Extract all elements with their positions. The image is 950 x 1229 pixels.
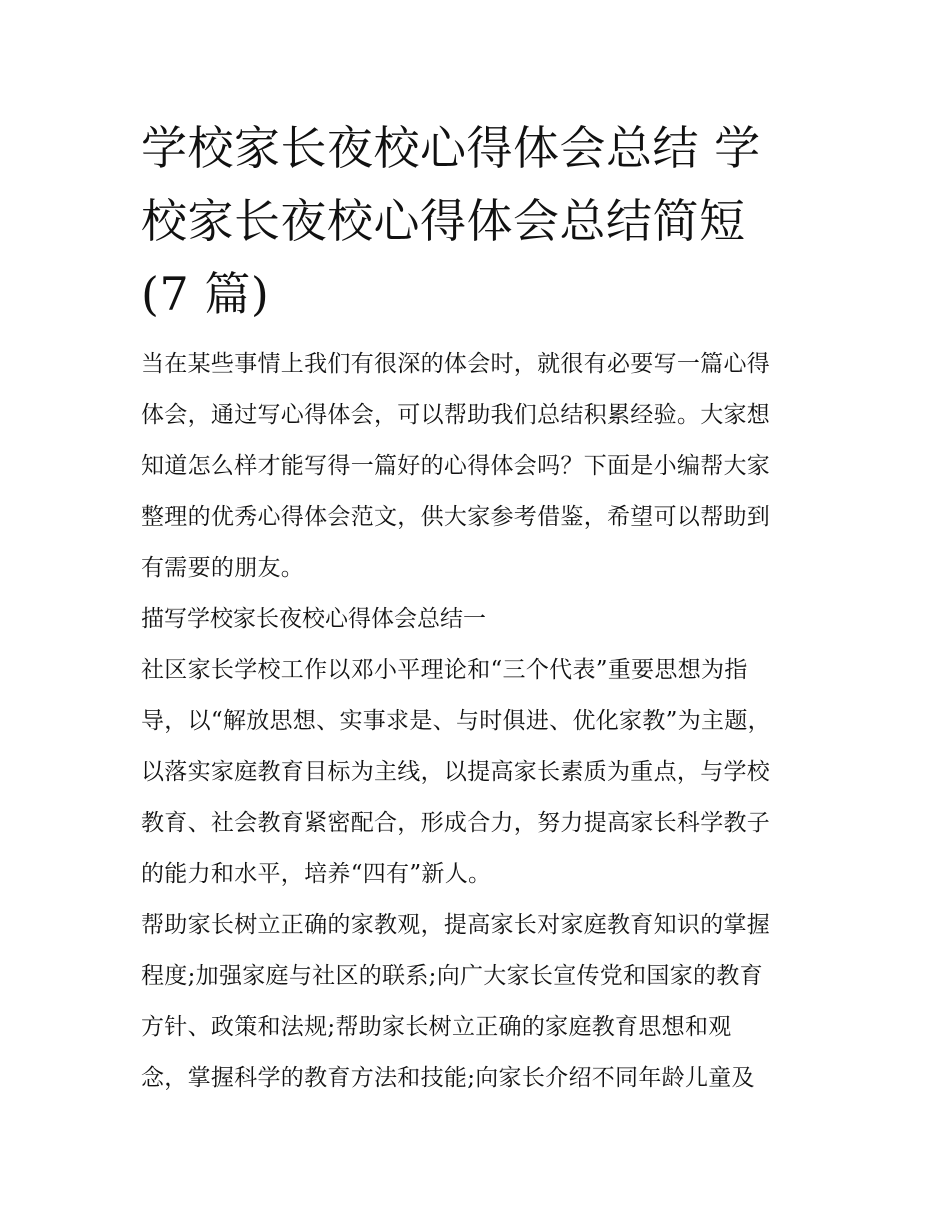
p2-line-1: 帮助家长树立正确的家教观，提高家长对家庭教育知识的掌握 [141, 912, 771, 938]
p1-line-3: 以落实家庭教育目标为主线，以提高家长素质为重点，与学校 [141, 759, 771, 785]
p1-line-4: 教育、社会教育紧密配合，形成合力，努力提高家长科学教子 [141, 810, 771, 836]
p2-line-4: 念，掌握科学的教育方法和技能;向家长介绍不同年龄儿童及 [141, 1065, 755, 1091]
document-title [141, 112, 813, 331]
title-line-1: 学校家长夜校心得体会总结 学 [141, 121, 761, 175]
paragraph-1 [141, 645, 813, 900]
title-line-3: (7 篇) [141, 267, 270, 321]
p2-line-2: 程度;加强家庭与社区的联系;向广大家长宣传党和国家的教育 [141, 963, 763, 989]
document-content [141, 112, 813, 1104]
intro-line-5: 有需要的朋友。 [141, 555, 305, 581]
intro-paragraph [141, 339, 813, 594]
paragraph-2 [141, 900, 813, 1104]
p1-line-5: 的能力和水平，培养“四有”新人。 [141, 861, 492, 887]
p2-line-3: 方针、政策和法规;帮助家长树立正确的家庭教育思想和观 [141, 1014, 732, 1040]
title-line-2: 校家长夜校心得体会总结简短 [141, 194, 746, 248]
intro-line-3: 知道怎么样才能写得一篇好的心得体会吗？下面是小编帮大家 [141, 453, 771, 479]
p1-line-1: 社区家长学校工作以邓小平理论和“三个代表”重要思想为指 [141, 657, 748, 683]
intro-line-4: 整理的优秀心得体会范文，供大家参考借鉴，希望可以帮助到 [141, 504, 771, 530]
p1-line-2: 导，以“解放思想、实事求是、与时俱进、优化家教”为主题， [141, 708, 771, 734]
intro-line-2: 体会，通过写心得体会，可以帮助我们总结积累经验。大家想 [141, 402, 771, 428]
intro-line-1: 当在某些事情上我们有很深的体会时，就很有必要写一篇心得 [141, 351, 771, 377]
section-heading: 描写学校家长夜校心得体会总结一 [141, 606, 486, 632]
